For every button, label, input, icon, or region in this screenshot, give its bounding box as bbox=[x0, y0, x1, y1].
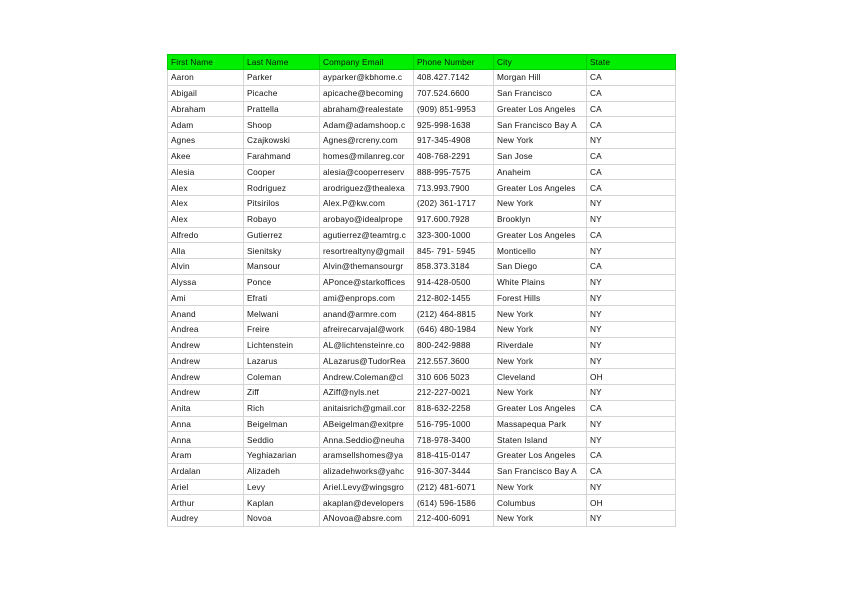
cell-city: Greater Los Angeles bbox=[494, 448, 587, 464]
cell-company-email: alesia@cooperreserv bbox=[320, 164, 414, 180]
cell-last-name: Melwani bbox=[244, 306, 320, 322]
cell-last-name: Alizadeh bbox=[244, 463, 320, 479]
cell-city: New York bbox=[494, 479, 587, 495]
table-row bbox=[168, 400, 676, 416]
table-row bbox=[168, 148, 676, 164]
cell-phone-number: 718-978-3400 bbox=[414, 432, 494, 448]
header-phone-number: Phone Number bbox=[414, 55, 494, 70]
cell-first-name: Anita bbox=[168, 400, 244, 416]
cell-company-email: ANovoa@absre.com bbox=[320, 511, 414, 527]
cell-state: CA bbox=[587, 463, 676, 479]
cell-city: New York bbox=[494, 385, 587, 401]
cell-state: CA bbox=[587, 448, 676, 464]
cell-first-name: Ariel bbox=[168, 479, 244, 495]
header-row bbox=[168, 55, 676, 70]
cell-first-name: Alex bbox=[168, 196, 244, 212]
cell-state: NY bbox=[587, 337, 676, 353]
cell-company-email: ALazarus@TudorRea bbox=[320, 353, 414, 369]
cell-last-name: Rodriguez bbox=[244, 180, 320, 196]
cell-company-email: Alvin@themansourgr bbox=[320, 259, 414, 275]
cell-company-email: anand@armre.com bbox=[320, 306, 414, 322]
cell-city: San Francisco Bay A bbox=[494, 117, 587, 133]
cell-first-name: Aram bbox=[168, 448, 244, 464]
cell-phone-number: 408.427.7142 bbox=[414, 70, 494, 86]
cell-city: New York bbox=[494, 511, 587, 527]
cell-last-name: Czajkowski bbox=[244, 133, 320, 149]
cell-first-name: Ami bbox=[168, 290, 244, 306]
cell-company-email: agutierrez@teamtrg.c bbox=[320, 227, 414, 243]
cell-last-name: Shoop bbox=[244, 117, 320, 133]
cell-city: Massapequa Park bbox=[494, 416, 587, 432]
cell-first-name: Agnes bbox=[168, 133, 244, 149]
cell-first-name: Audrey bbox=[168, 511, 244, 527]
cell-state: NY bbox=[587, 432, 676, 448]
cell-phone-number: 516-795-1000 bbox=[414, 416, 494, 432]
cell-phone-number: 212-400-6091 bbox=[414, 511, 494, 527]
cell-last-name: Efrati bbox=[244, 290, 320, 306]
cell-first-name: Anand bbox=[168, 306, 244, 322]
cell-phone-number: 818-632-2258 bbox=[414, 400, 494, 416]
cell-state: CA bbox=[587, 259, 676, 275]
cell-state: NY bbox=[587, 243, 676, 259]
cell-phone-number: (202) 361-1717 bbox=[414, 196, 494, 212]
cell-last-name: Mansour bbox=[244, 259, 320, 275]
cell-last-name: Cooper bbox=[244, 164, 320, 180]
cell-first-name: Alyssa bbox=[168, 274, 244, 290]
cell-last-name: Sienitsky bbox=[244, 243, 320, 259]
table-row bbox=[168, 133, 676, 149]
cell-phone-number: 917-345-4908 bbox=[414, 133, 494, 149]
cell-company-email: ABeigelman@exitpre bbox=[320, 416, 414, 432]
header-last-name: Last Name bbox=[244, 55, 320, 70]
cell-state: OH bbox=[587, 369, 676, 385]
cell-last-name: Pitsirilos bbox=[244, 196, 320, 212]
cell-city: Brooklyn bbox=[494, 211, 587, 227]
cell-company-email: akaplan@developers bbox=[320, 495, 414, 511]
cell-city: Cleveland bbox=[494, 369, 587, 385]
cell-phone-number: 310 606 5023 bbox=[414, 369, 494, 385]
cell-company-email: anitaisrich@gmail.cor bbox=[320, 400, 414, 416]
cell-last-name: Lichtenstein bbox=[244, 337, 320, 353]
cell-state: OH bbox=[587, 495, 676, 511]
table-row bbox=[168, 70, 676, 86]
cell-first-name: Adam bbox=[168, 117, 244, 133]
cell-city: Monticello bbox=[494, 243, 587, 259]
cell-city: San Jose bbox=[494, 148, 587, 164]
cell-company-email: aramsellshomes@ya bbox=[320, 448, 414, 464]
cell-last-name: Prattella bbox=[244, 101, 320, 117]
table-row bbox=[168, 385, 676, 401]
cell-phone-number: (614) 596-1586 bbox=[414, 495, 494, 511]
cell-phone-number: 916-307-3444 bbox=[414, 463, 494, 479]
cell-state: CA bbox=[587, 180, 676, 196]
cell-first-name: Alvin bbox=[168, 259, 244, 275]
cell-last-name: Coleman bbox=[244, 369, 320, 385]
table-row bbox=[168, 322, 676, 338]
cell-phone-number: 845- 791- 5945 bbox=[414, 243, 494, 259]
cell-first-name: Alex bbox=[168, 180, 244, 196]
table-row bbox=[168, 196, 676, 212]
table-row bbox=[168, 211, 676, 227]
cell-state: NY bbox=[587, 322, 676, 338]
cell-state: NY bbox=[587, 133, 676, 149]
cell-company-email: Ariel.Levy@wingsgro bbox=[320, 479, 414, 495]
table-row bbox=[168, 164, 676, 180]
cell-state: CA bbox=[587, 148, 676, 164]
cell-first-name: Alex bbox=[168, 211, 244, 227]
cell-state: NY bbox=[587, 274, 676, 290]
table-row bbox=[168, 416, 676, 432]
cell-last-name: Yeghiazarian bbox=[244, 448, 320, 464]
cell-last-name: Ponce bbox=[244, 274, 320, 290]
cell-city: Anaheim bbox=[494, 164, 587, 180]
cell-phone-number: 212.557.3600 bbox=[414, 353, 494, 369]
table-row bbox=[168, 369, 676, 385]
table-row bbox=[168, 274, 676, 290]
cell-last-name: Picache bbox=[244, 85, 320, 101]
cell-city: Forest Hills bbox=[494, 290, 587, 306]
cell-city: New York bbox=[494, 133, 587, 149]
cell-phone-number: 925-998-1638 bbox=[414, 117, 494, 133]
table-row bbox=[168, 306, 676, 322]
cell-state: NY bbox=[587, 479, 676, 495]
cell-city: San Diego bbox=[494, 259, 587, 275]
cell-company-email: homes@milanreg.cor bbox=[320, 148, 414, 164]
cell-city: Columbus bbox=[494, 495, 587, 511]
cell-city: Greater Los Angeles bbox=[494, 400, 587, 416]
cell-company-email: abraham@realestate bbox=[320, 101, 414, 117]
cell-company-email: alizadehworks@yahc bbox=[320, 463, 414, 479]
table-row bbox=[168, 101, 676, 117]
cell-city: New York bbox=[494, 306, 587, 322]
table-row bbox=[168, 448, 676, 464]
cell-company-email: ami@enprops.com bbox=[320, 290, 414, 306]
cell-state: NY bbox=[587, 211, 676, 227]
cell-phone-number: 914-428-0500 bbox=[414, 274, 494, 290]
cell-phone-number: 800-242-9888 bbox=[414, 337, 494, 353]
cell-company-email: resortrealtyny@gmail bbox=[320, 243, 414, 259]
table-row bbox=[168, 180, 676, 196]
cell-last-name: Gutierrez bbox=[244, 227, 320, 243]
header-city: City bbox=[494, 55, 587, 70]
table-row bbox=[168, 290, 676, 306]
header-state: State bbox=[587, 55, 676, 70]
table-row bbox=[168, 495, 676, 511]
cell-last-name: Parker bbox=[244, 70, 320, 86]
table-row bbox=[168, 353, 676, 369]
cell-last-name: Robayo bbox=[244, 211, 320, 227]
cell-first-name: Andrew bbox=[168, 353, 244, 369]
cell-phone-number: (909) 851-9953 bbox=[414, 101, 494, 117]
cell-city: Staten Island bbox=[494, 432, 587, 448]
cell-phone-number: 858.373.3184 bbox=[414, 259, 494, 275]
cell-city: San Francisco Bay A bbox=[494, 463, 587, 479]
cell-last-name: Freire bbox=[244, 322, 320, 338]
cell-company-email: afreirecarvajal@work bbox=[320, 322, 414, 338]
cell-city: Greater Los Angeles bbox=[494, 227, 587, 243]
cell-phone-number: 212-227-0021 bbox=[414, 385, 494, 401]
cell-company-email: AL@lichtensteinre.co bbox=[320, 337, 414, 353]
contacts-table bbox=[167, 54, 676, 527]
cell-phone-number: 323-300-1000 bbox=[414, 227, 494, 243]
cell-city: San Francisco bbox=[494, 85, 587, 101]
cell-last-name: Seddio bbox=[244, 432, 320, 448]
cell-company-email: Agnes@rcreny.com bbox=[320, 133, 414, 149]
cell-phone-number: 408-768-2291 bbox=[414, 148, 494, 164]
table-row bbox=[168, 463, 676, 479]
cell-company-email: Andrew.Coleman@cl bbox=[320, 369, 414, 385]
cell-state: NY bbox=[587, 416, 676, 432]
table-row bbox=[168, 227, 676, 243]
table-row bbox=[168, 511, 676, 527]
cell-last-name: Beigelman bbox=[244, 416, 320, 432]
cell-company-email: APonce@starkoffices bbox=[320, 274, 414, 290]
cell-first-name: Anna bbox=[168, 432, 244, 448]
cell-state: CA bbox=[587, 164, 676, 180]
cell-state: NY bbox=[587, 353, 676, 369]
cell-first-name: Ardalan bbox=[168, 463, 244, 479]
cell-first-name: Abraham bbox=[168, 101, 244, 117]
header-first-name: First Name bbox=[168, 55, 244, 70]
cell-city: New York bbox=[494, 353, 587, 369]
cell-phone-number: (212) 481-6071 bbox=[414, 479, 494, 495]
cell-first-name: Anna bbox=[168, 416, 244, 432]
cell-first-name: Akee bbox=[168, 148, 244, 164]
cell-first-name: Andrew bbox=[168, 337, 244, 353]
cell-city: Greater Los Angeles bbox=[494, 101, 587, 117]
cell-phone-number: 212-802-1455 bbox=[414, 290, 494, 306]
cell-company-email: ayparker@kbhome.c bbox=[320, 70, 414, 86]
cell-phone-number: 917.600.7928 bbox=[414, 211, 494, 227]
cell-city: New York bbox=[494, 322, 587, 338]
cell-state: NY bbox=[587, 196, 676, 212]
cell-first-name: Alla bbox=[168, 243, 244, 259]
table-row bbox=[168, 337, 676, 353]
cell-phone-number: (646) 480-1984 bbox=[414, 322, 494, 338]
cell-first-name: Aaron bbox=[168, 70, 244, 86]
cell-first-name: Andrea bbox=[168, 322, 244, 338]
table-row bbox=[168, 85, 676, 101]
cell-state: NY bbox=[587, 290, 676, 306]
cell-state: CA bbox=[587, 227, 676, 243]
cell-phone-number: 888-995-7575 bbox=[414, 164, 494, 180]
cell-city: Greater Los Angeles bbox=[494, 180, 587, 196]
cell-state: CA bbox=[587, 400, 676, 416]
table-row bbox=[168, 259, 676, 275]
cell-phone-number: (212) 464-8815 bbox=[414, 306, 494, 322]
cell-company-email: apicache@becoming bbox=[320, 85, 414, 101]
cell-phone-number: 713.993.7900 bbox=[414, 180, 494, 196]
cell-state: CA bbox=[587, 101, 676, 117]
cell-company-email: arobayo@idealprope bbox=[320, 211, 414, 227]
cell-phone-number: 707.524.6600 bbox=[414, 85, 494, 101]
cell-city: White Plains bbox=[494, 274, 587, 290]
cell-city: Morgan Hill bbox=[494, 70, 587, 86]
cell-last-name: Lazarus bbox=[244, 353, 320, 369]
cell-state: NY bbox=[587, 306, 676, 322]
cell-state: NY bbox=[587, 511, 676, 527]
cell-company-email: Anna.Seddio@neuha bbox=[320, 432, 414, 448]
cell-first-name: Andrew bbox=[168, 369, 244, 385]
table-row bbox=[168, 117, 676, 133]
cell-city: New York bbox=[494, 196, 587, 212]
cell-first-name: Alesia bbox=[168, 164, 244, 180]
cell-first-name: Alfredo bbox=[168, 227, 244, 243]
cell-first-name: Abigail bbox=[168, 85, 244, 101]
cell-state: CA bbox=[587, 85, 676, 101]
cell-last-name: Kaplan bbox=[244, 495, 320, 511]
header-company-email: Company Email bbox=[320, 55, 414, 70]
cell-last-name: Farahmand bbox=[244, 148, 320, 164]
cell-first-name: Arthur bbox=[168, 495, 244, 511]
table-row bbox=[168, 479, 676, 495]
cell-company-email: AZiff@nyls.net bbox=[320, 385, 414, 401]
cell-last-name: Ziff bbox=[244, 385, 320, 401]
cell-last-name: Novoa bbox=[244, 511, 320, 527]
cell-phone-number: 818-415-0147 bbox=[414, 448, 494, 464]
table-row bbox=[168, 432, 676, 448]
cell-last-name: Levy bbox=[244, 479, 320, 495]
table-row bbox=[168, 243, 676, 259]
cell-company-email: Alex.P@kw.com bbox=[320, 196, 414, 212]
cell-state: CA bbox=[587, 70, 676, 86]
cell-city: Riverdale bbox=[494, 337, 587, 353]
cell-state: NY bbox=[587, 385, 676, 401]
cell-last-name: Rich bbox=[244, 400, 320, 416]
cell-state: CA bbox=[587, 117, 676, 133]
cell-first-name: Andrew bbox=[168, 385, 244, 401]
cell-company-email: Adam@adamshoop.c bbox=[320, 117, 414, 133]
cell-company-email: arodriguez@thealexa bbox=[320, 180, 414, 196]
